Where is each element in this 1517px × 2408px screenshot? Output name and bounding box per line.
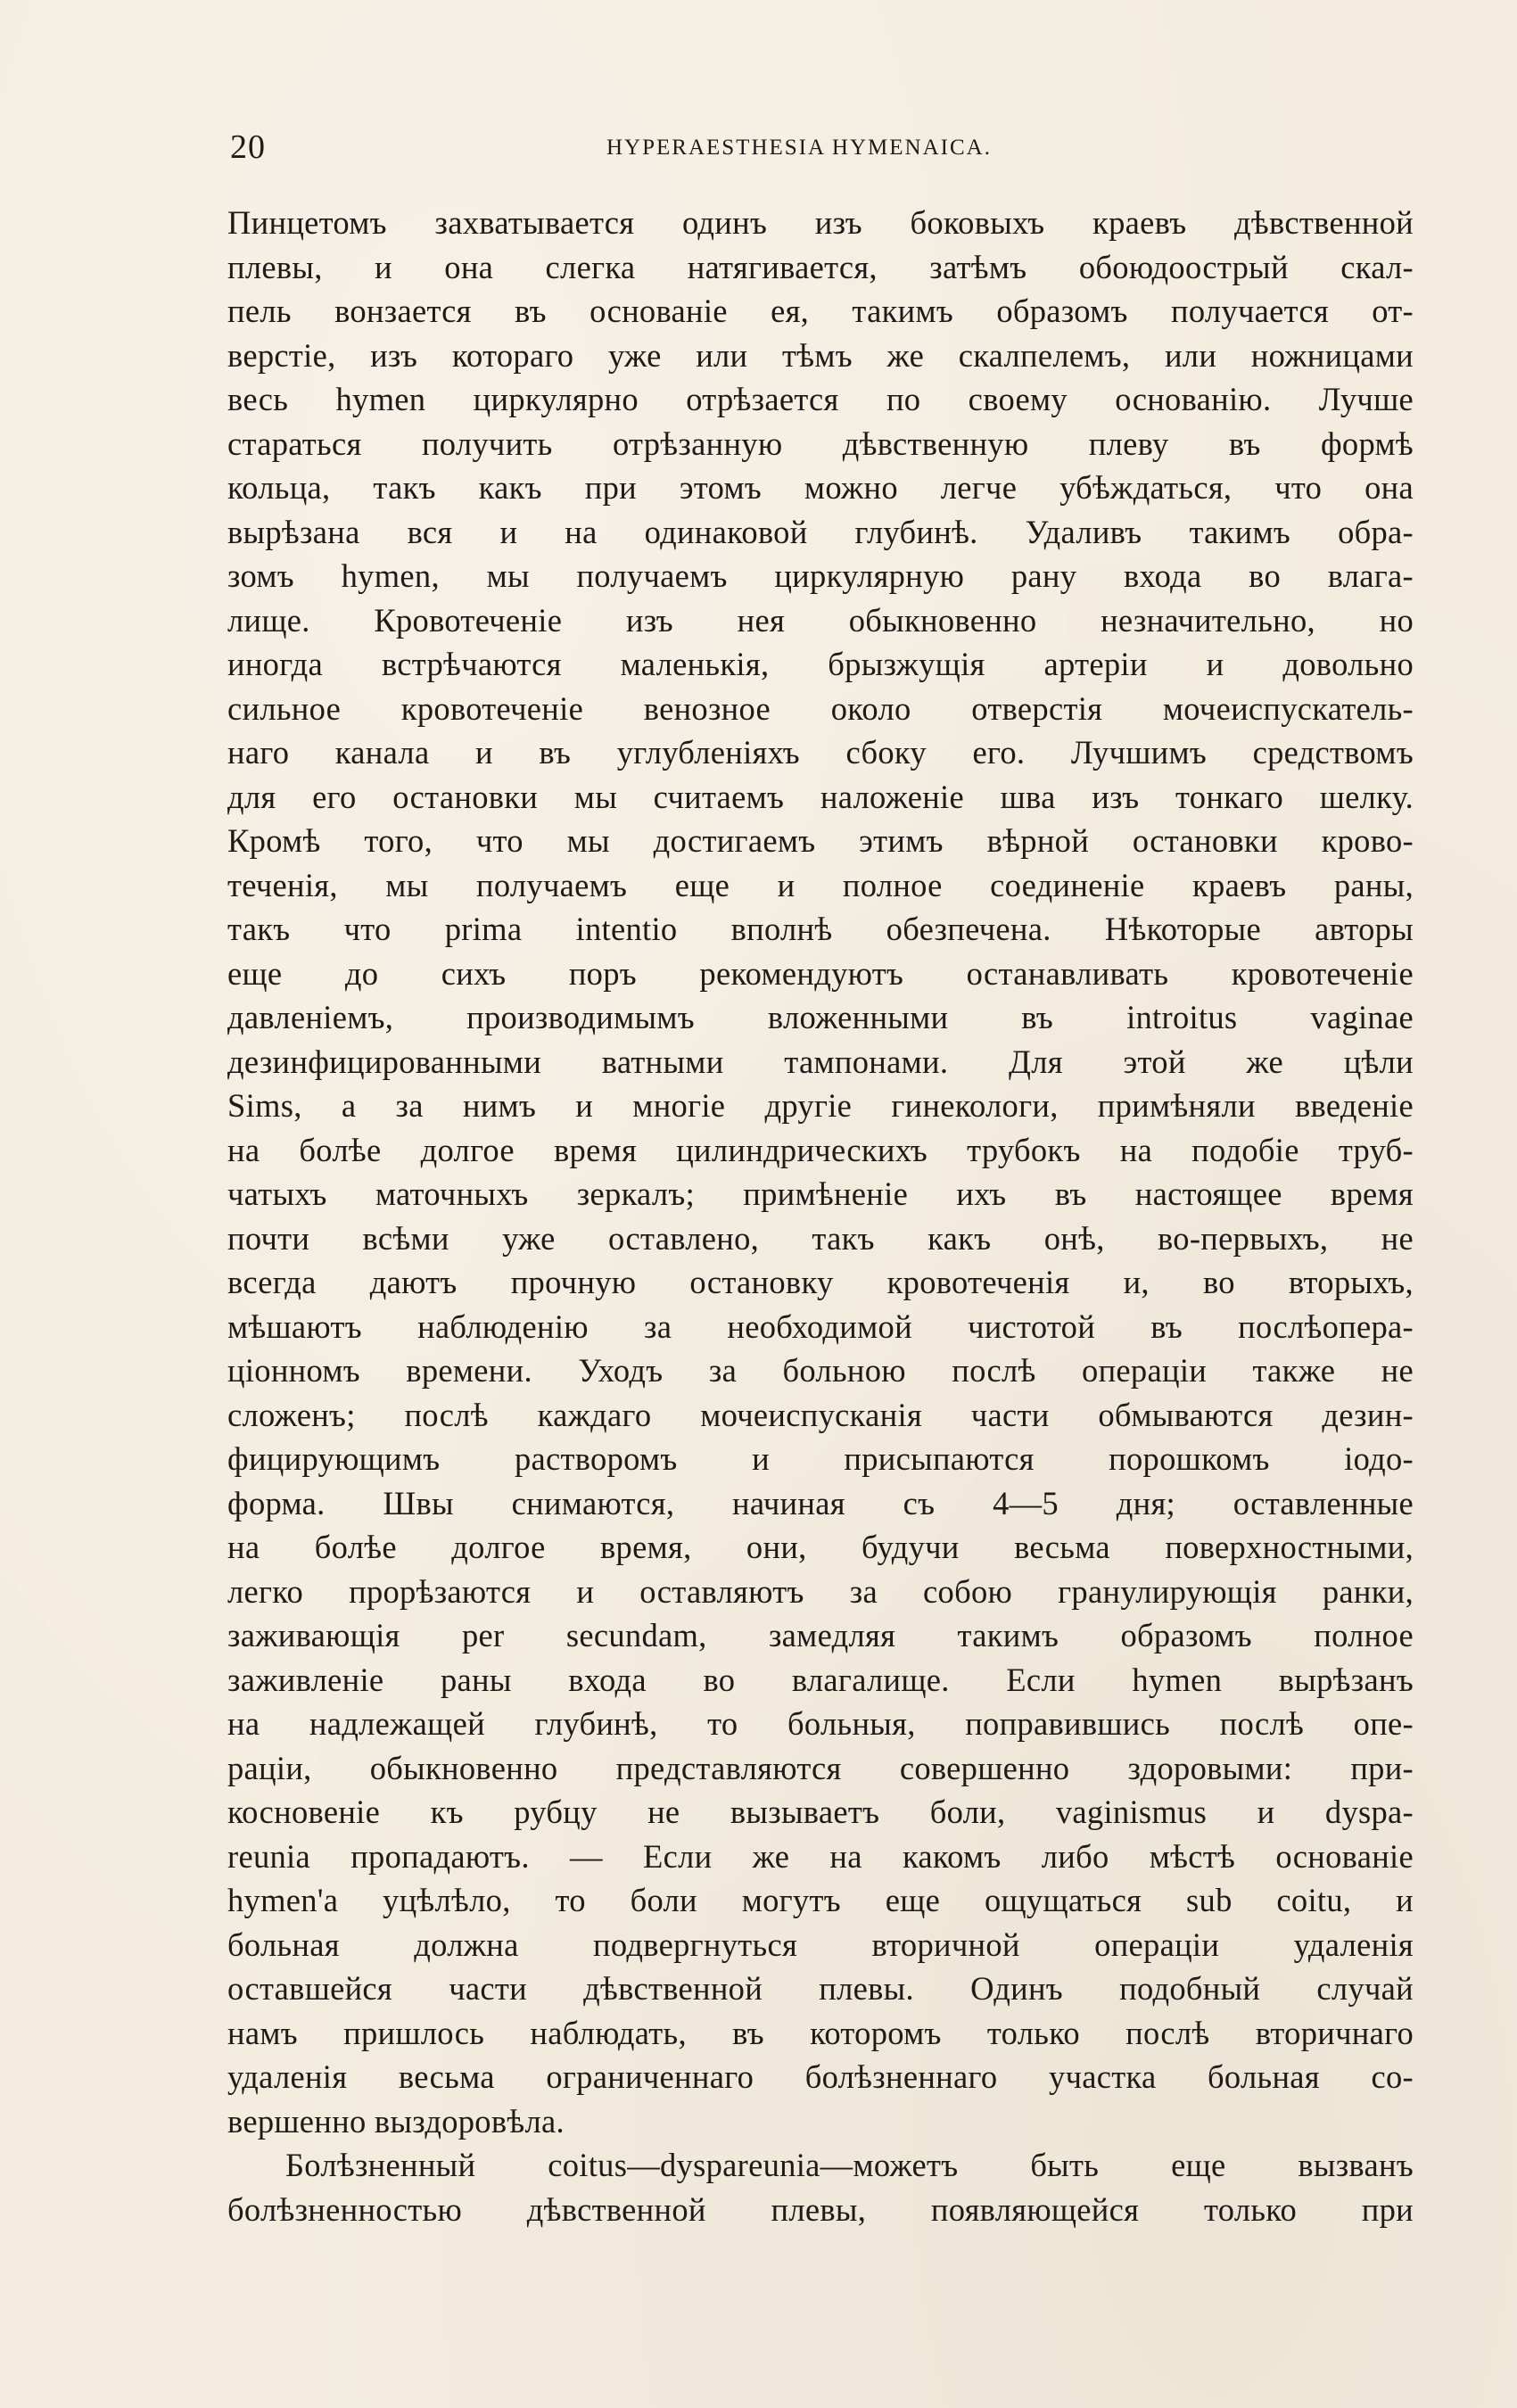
text-line: чатыхъ маточныхъ зеркалъ; примѣненіе ихъ въ настоящее время <box>227 1175 1414 1212</box>
text-line: удаленія весьма ограниченнаго болѣзненнаго участка больная со- <box>227 2058 1414 2095</box>
text-line: фицирующимъ растворомъ и присыпаются порошкомъ іодо- <box>227 1440 1414 1477</box>
text-line: reunia пропадаютъ. — Если же на какомъ либо мѣстѣ основаніе <box>227 1837 1414 1875</box>
text-line: дезинфицированными ватными тампонами. Для этой же цѣли <box>227 1043 1414 1080</box>
text-line: Sims, а за нимъ и многіе другіе гинекологи, примѣняли введеніе <box>227 1087 1414 1124</box>
text-line: заживающія per secundam, замедляя такимъ образомъ полное <box>227 1617 1414 1653</box>
text-line: весь hymen циркулярно отрѣзается по своему основанію. Лучше <box>227 381 1414 417</box>
text-line: верстіе, изъ котораго уже или тѣмъ же скалпелемъ, или ножницами <box>227 336 1414 374</box>
text-line: сильное кровотеченіе венозное около отверстія мочеиспускатель- <box>227 689 1414 727</box>
text-line: на болѣе долгое время, они, будучи весьма поверхностными, <box>227 1529 1414 1565</box>
text-line: наго канала и въ углубленіяхъ сбоку его. Лучшимъ средствомъ <box>227 734 1414 771</box>
text-line: легко прорѣзаются и оставляютъ за собою гранулирующія ранки, <box>227 1572 1414 1610</box>
text-line: иногда встрѣчаются маленькія, брызжущія артеріи и довольно <box>227 646 1414 682</box>
text-line: оставшейся части дѣвственной плевы. Одинъ подобный случай <box>227 1970 1414 2007</box>
text-line: ціонномъ времени. Уходъ за больною послѣ операціи также не <box>227 1352 1414 1389</box>
text-line: почти всѣми уже оставлено, такъ какъ онѣ, во-первыхъ, не <box>227 1219 1414 1257</box>
text-line: Пинцетомъ захватывается одинъ изъ боковыхъ краевъ дѣвственной <box>227 204 1414 241</box>
text-line: hymen'а уцѣлѣло, то боли могутъ еще ощущаться sub coitu, и <box>227 1882 1414 1918</box>
text-line: лище. Кровотеченіе изъ нея обыкновенно незначительно, но <box>227 601 1414 639</box>
text-line: Болѣзненный coitus—dyspareunia—можетъ быть еще вызванъ <box>285 2147 1414 2183</box>
text-line: на надлежащей глубинѣ, то больныя, поправившись послѣ опе- <box>227 1705 1414 1742</box>
text-line: всегда даютъ прочную остановку кровотеченія и, во вторыхъ, <box>227 1264 1414 1300</box>
text-line: мѣшаютъ наблюденію за необходимой чистотой въ послѣопера- <box>227 1307 1414 1345</box>
text-line: заживленіе раны входа во влагалище. Если hymen вырѣзанъ <box>227 1661 1414 1698</box>
text-line: косновеніе къ рубцу не вызываетъ боли, vaginismus и dyspa- <box>227 1794 1414 1830</box>
text-line: зомъ hymen, мы получаемъ циркулярную рану входа во влага- <box>227 557 1414 594</box>
text-line: пель вонзается въ основаніе ея, такимъ образомъ получается от- <box>227 293 1414 329</box>
text-line: плевы, и она слегка натягивается, затѣмъ обоюдоострый скал- <box>227 248 1414 285</box>
text-line: такъ что prima intentio вполнѣ обезпечена. Нѣкоторые авторы <box>227 911 1414 947</box>
text-line: сложенъ; послѣ каждаго мочеиспусканія части обмываются дезин- <box>227 1396 1414 1433</box>
page-number: 20 <box>230 128 266 166</box>
text-line: вершенно выздоровѣла. <box>227 2102 565 2140</box>
text-line: больная должна подвергнуться вторичной операціи удаленія <box>227 1926 1414 1963</box>
text-line: вырѣзана вся и на одинаковой глубинѣ. Удаливъ такимъ обра- <box>227 513 1414 550</box>
running-title: HYPERAESTHESIA HYMENAICA. <box>606 136 992 160</box>
running-head <box>227 125 1235 169</box>
text-line: теченія, мы получаемъ еще и полное соединеніе краевъ раны, <box>227 866 1414 903</box>
text-line: Кромѣ того, что мы достигаемъ этимъ вѣрной остановки крово- <box>227 822 1414 859</box>
text-line: раціи, обыкновенно представляются совершенно здоровыми: при- <box>227 1749 1414 1786</box>
text-line: давленіемъ, производимымъ вложенными въ introitus vaginae <box>227 999 1414 1035</box>
text-line: для его остановки мы считаемъ наложеніе шва изъ тонкаго шелку. <box>227 778 1414 815</box>
text-line: на болѣе долгое время цилиндрическихъ трубокъ на подобіе труб- <box>227 1131 1414 1168</box>
text-line: еще до сихъ поръ рекомендуютъ останавливать кровотеченіе <box>227 954 1414 992</box>
text-line: намъ пришлось наблюдать, въ которомъ только послѣ вторичнаго <box>227 2014 1414 2051</box>
body-text <box>227 201 1414 2228</box>
text-line: болѣзненностью дѣвственной плевы, появляющейся только при <box>227 2190 1414 2228</box>
text-line: форма. Швы снимаются, начиная съ 4—5 дня; оставленные <box>227 1484 1414 1521</box>
text-line: кольца, такъ какъ при этомъ можно легче убѣждаться, что она <box>227 469 1414 506</box>
text-line: стараться получить отрѣзанную дѣвственную плеву въ формѣ <box>227 425 1414 462</box>
